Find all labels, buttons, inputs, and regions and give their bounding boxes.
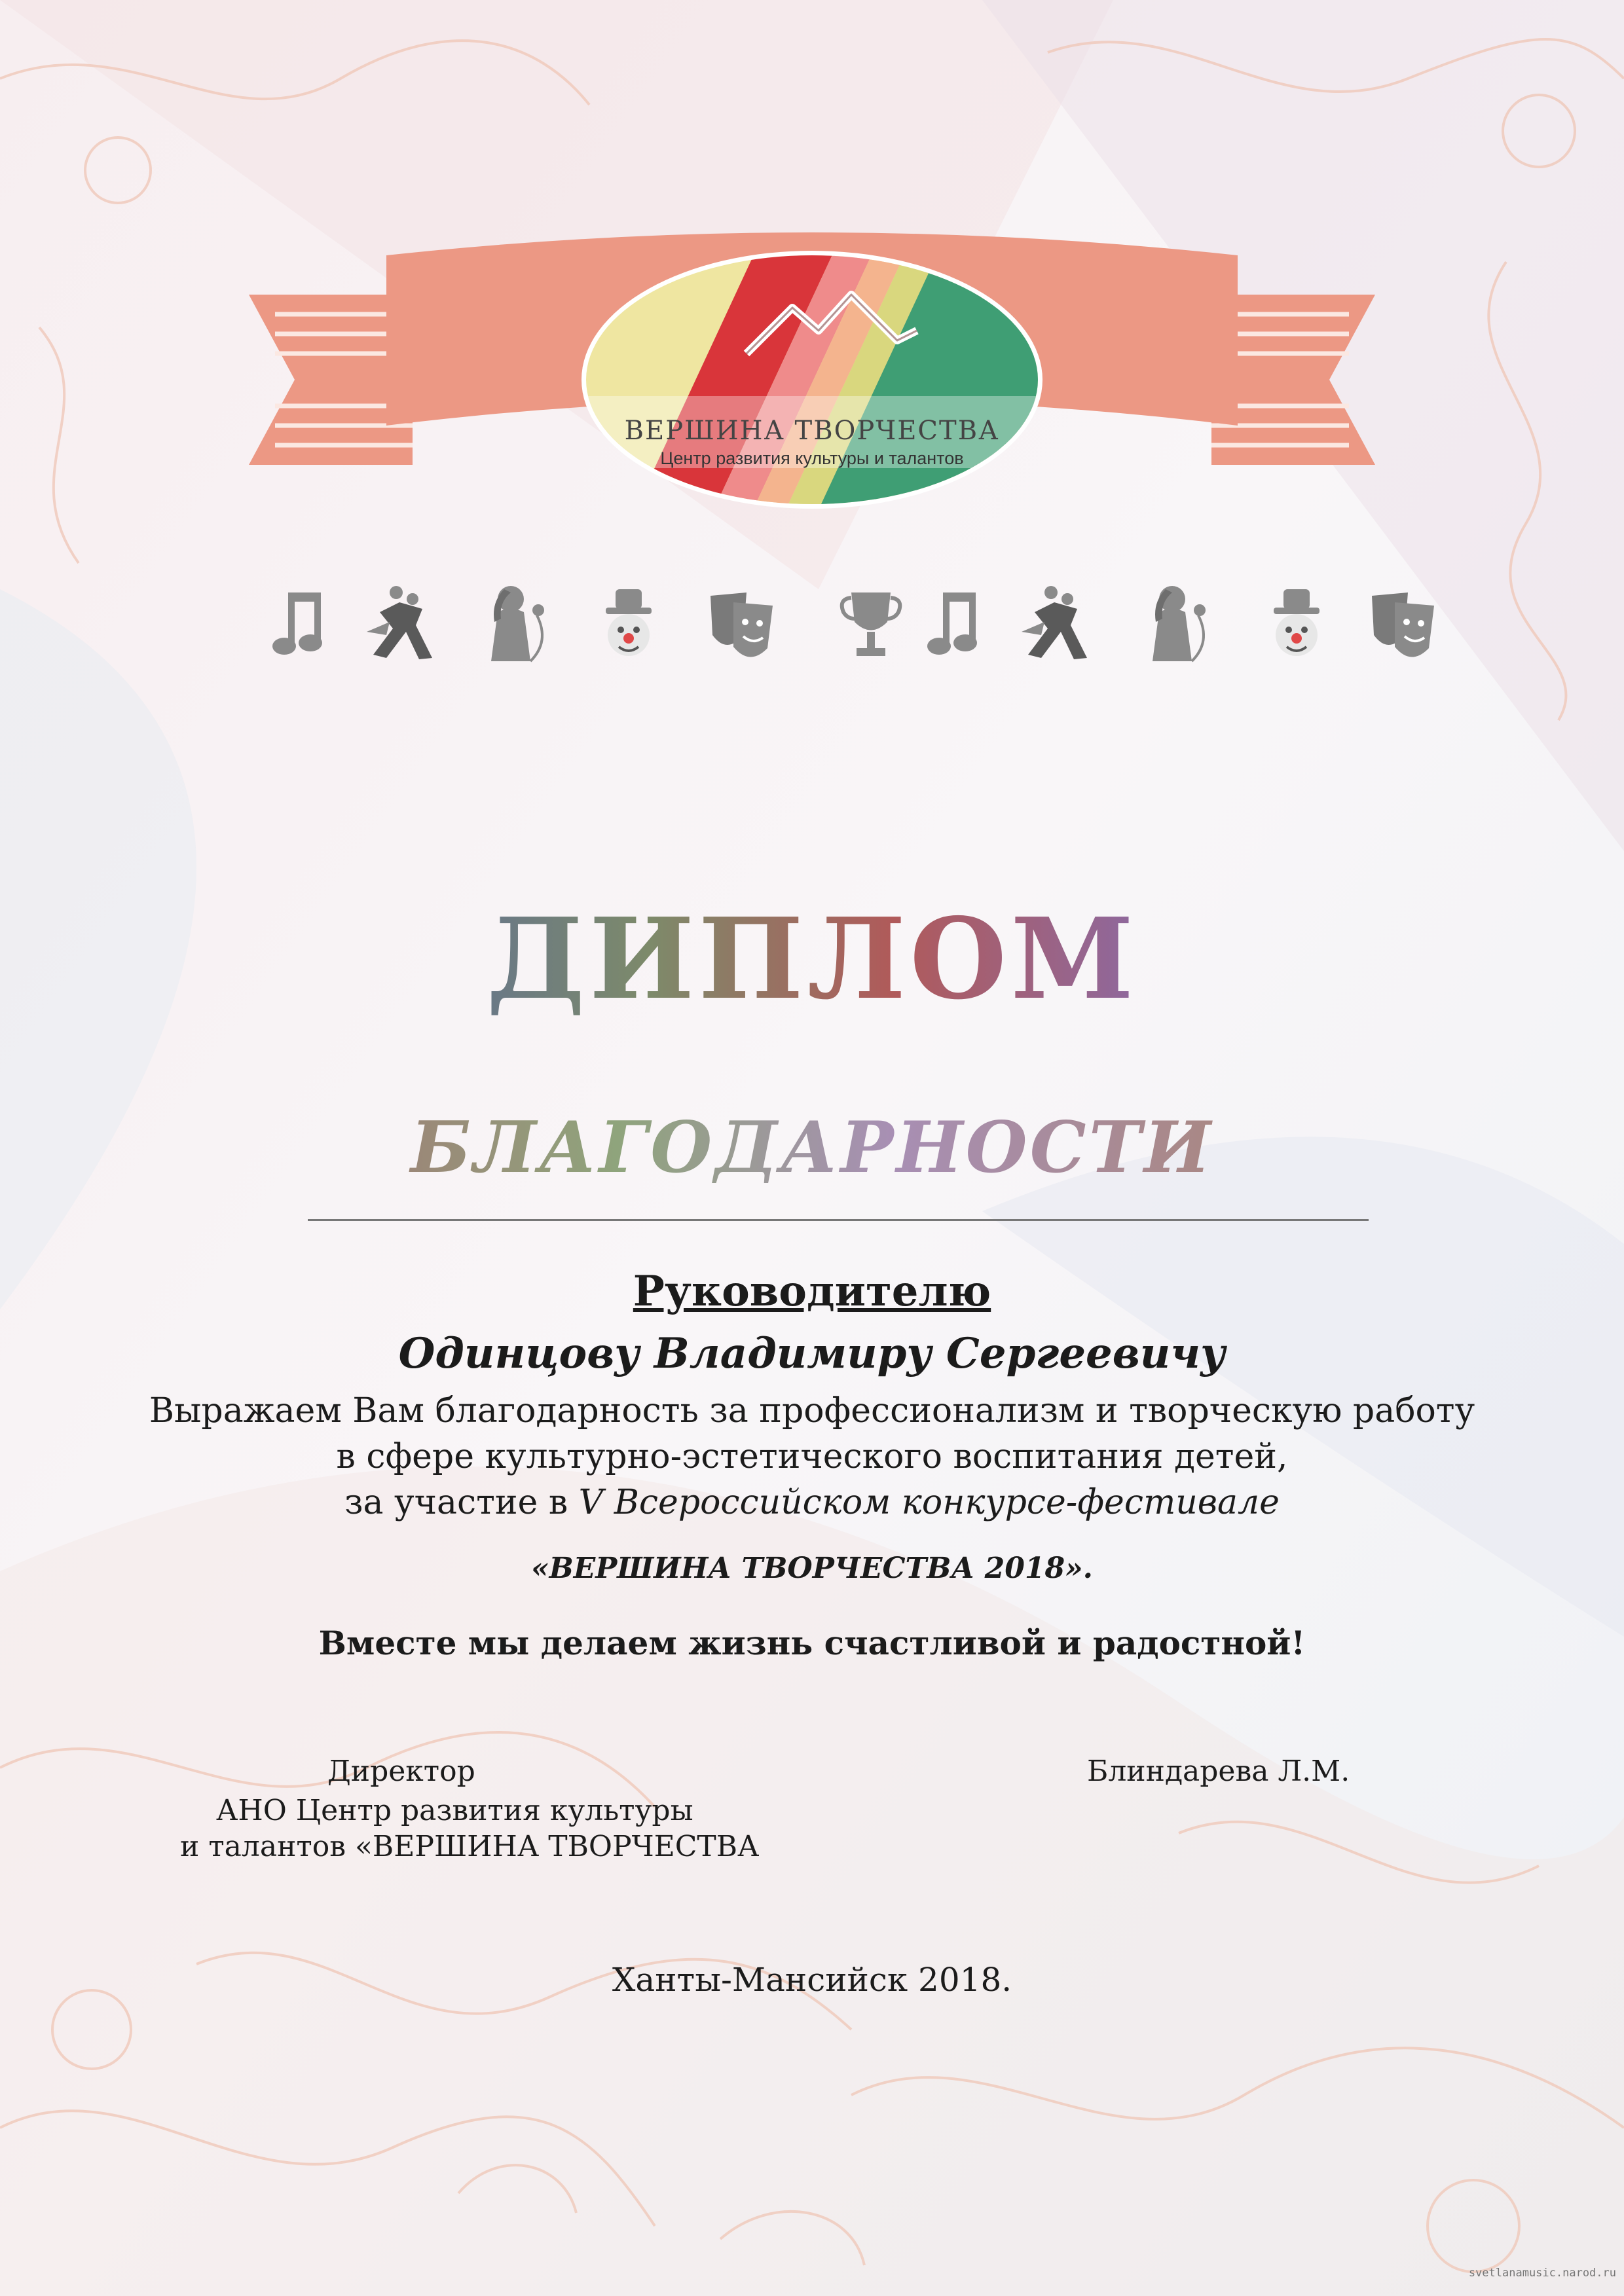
arts-icons-row <box>262 583 1460 668</box>
festival-name: «ВЕРШИНА ТВОРЧЕСТВА 2018». <box>531 1552 1093 1585</box>
singer-icon <box>1153 586 1206 661</box>
diploma-subtitle: БЛАГОДАРНОСТИ <box>0 1106 1624 1189</box>
singer-icon <box>491 586 544 661</box>
recipient-name: Одинцову Владимиру Сергеевичу <box>398 1329 1226 1378</box>
body-line-3-prefix: за участие в <box>344 1483 568 1522</box>
trophy-icon <box>842 592 900 656</box>
body-line-2: в сфере культурно-эстетического воспитания детей, <box>336 1437 1288 1476</box>
signature-name: Блиндарева Л.М. <box>1087 1755 1350 1788</box>
clown-icon <box>1274 589 1320 656</box>
clown-icon <box>606 589 652 656</box>
watermark: svetlanamusic.narod.ru <box>1468 2267 1616 2280</box>
signature-org-line-2: и талантов «ВЕРШИНА ТВОРЧЕСТВА <box>180 1830 760 1863</box>
dancers-icon <box>367 586 432 659</box>
organization-logo <box>249 216 1375 583</box>
recipient-role: Руководителю <box>633 1267 991 1316</box>
motto: Вместе мы делаем жизнь счастливой и радостной! <box>318 1624 1306 1662</box>
dancers-icon <box>1022 586 1087 659</box>
theatre-masks-icon <box>1372 592 1434 657</box>
theatre-masks-icon <box>710 592 773 657</box>
logo-title: ВЕРШИНА ТВОРЧЕСТВА <box>624 416 1000 446</box>
signature-position: Директор <box>327 1755 475 1788</box>
footer-city-year: Ханты-Мансийск 2018. <box>612 1961 1012 1999</box>
diploma-title: ДИПЛОМ <box>0 894 1624 1025</box>
signature-org-line-1: АНО Центр развития культуры <box>216 1794 693 1827</box>
body-line-3-contest: V Всероссийском конкурсе-фестивале <box>578 1483 1280 1522</box>
logo-subtitle: Центр развития культуры и талантов <box>660 448 964 468</box>
music-note-icon <box>272 592 322 655</box>
body-line-1: Выражаем Вам благодарность за профессионализм и творческую работу <box>149 1391 1475 1430</box>
title-divider <box>308 1219 1369 1221</box>
music-note-icon <box>927 592 977 655</box>
body-line-3 <box>0 1483 1624 1522</box>
